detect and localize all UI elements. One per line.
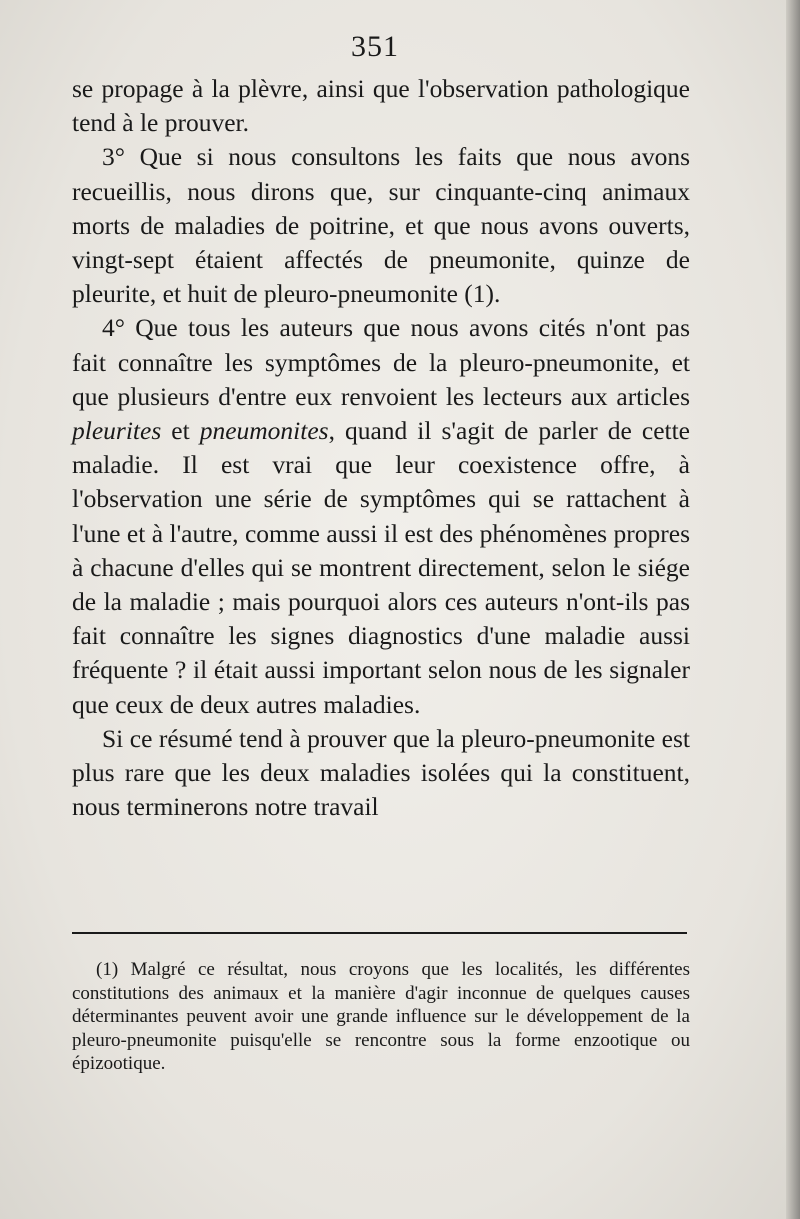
paragraph-1: se propage à la plèvre, ainsi que l'observation pathologique tend à le prouver. bbox=[72, 74, 690, 138]
paragraph-3-part-3: , quand il s'agit de parler de cette maladie. Il est vrai que leur coexistence offre, à l'observation une série de symptômes qui se rattachent à l'une et à l'autre, comme aussi il est des phénomènes propres à chacune d'elles qui se montrent directement, selon le siége de la maladie ; mais pourquoi alors ces auteurs n'ont-ils pas fait connaître les signes diagnostics d'une maladie aussi fréquente ? il était aussi important selon nous de les signaler que ceux de deux autres maladies. bbox=[72, 416, 690, 719]
footnote-text: (1) Malgré ce résultat, nous croyons que les localités, les différentes constitutions des animaux et la manière d'agir inconnue de quelques causes déterminantes peuvent avoir une grande influence sur le développement de la pleuro-pneumonite puisqu'elle se rencontre sous la forme enzootique ou épizootique. bbox=[72, 959, 690, 1075]
paragraph-3-part-1: 4° Que tous les auteurs que nous avons cités n'ont pas fait connaître les symptômes de la pleuro-pneumonite, et que plusieurs d'entre eux renvoient les lecteurs aux articles bbox=[72, 313, 690, 411]
main-text bbox=[72, 72, 690, 824]
paragraph-3 bbox=[72, 311, 690, 721]
paragraph-2: 3° Que si nous consultons les faits que nous avons recueillis, nous dirons que, sur cinquante-cinq animaux morts de maladies de poitrine, et que nous avons ouverts, vingt-sept étaient affectés de pneumonite, quinze de pleurite, et huit de pleuro-pneumonite (1). bbox=[72, 142, 690, 309]
paragraph-3-part-2: et bbox=[161, 416, 200, 446]
paragraph-4: Si ce résumé tend à prouver que la pleuro-pneumonite est plus rare que les deux maladies isolées qui la constituent, nous terminerons notre travail bbox=[72, 723, 690, 822]
italic-term-pleurites: pleurites bbox=[72, 416, 162, 446]
page-number: 351 bbox=[351, 30, 399, 63]
footnote bbox=[72, 958, 690, 1076]
italic-term-pneumonites: pneumonites bbox=[199, 416, 329, 446]
footnote-rule bbox=[72, 932, 687, 934]
page-edge bbox=[786, 0, 800, 1219]
